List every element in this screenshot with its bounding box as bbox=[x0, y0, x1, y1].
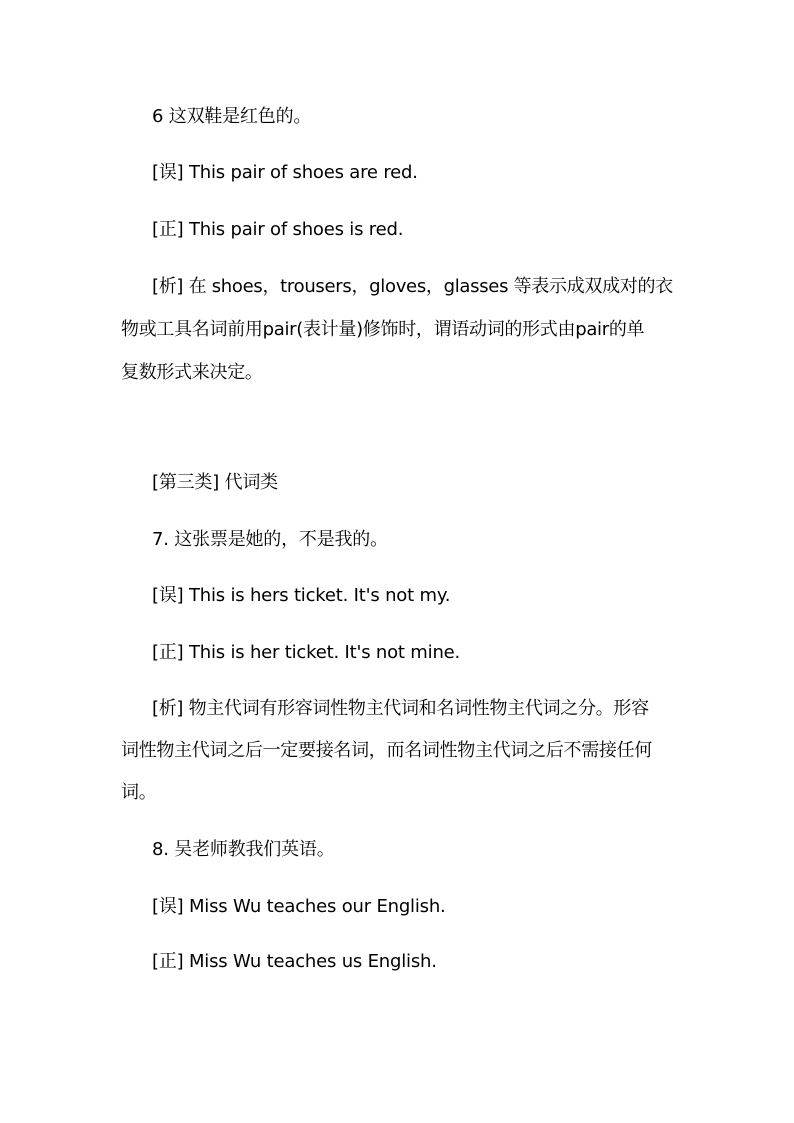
correct-sentence-6: [正] This pair of shoes is red. bbox=[152, 219, 404, 240]
analysis-6-line-3: 复数形式来决定。 bbox=[121, 362, 263, 383]
analysis-6-line-1: [析] 在 shoes，trousers，gloves，glasses 等表示成双成对的衣 bbox=[152, 276, 673, 297]
analysis-7-line-2: 词性物主代词之后一定要接名词，而名词性物主代词之后不需接任何 bbox=[121, 740, 652, 761]
section-heading: [第三类] 代词类 bbox=[152, 472, 278, 493]
question-8: 8. 吴老师教我们英语。 bbox=[152, 839, 335, 860]
wrong-sentence-7: [误] This is hers ticket. It's not my. bbox=[152, 585, 451, 606]
question-7: 7. 这张票是她的，不是我的。 bbox=[152, 529, 388, 550]
correct-sentence-7: [正] This is her ticket. It's not mine. bbox=[152, 642, 461, 663]
analysis-7-line-1: [析] 物主代词有形容词性物主代词和名词性物主代词之分。形容 bbox=[152, 698, 649, 719]
analysis-6-line-2: 物或工具名词前用pair(表计量)修饰时，谓语动词的形式由pair的单 bbox=[121, 319, 645, 340]
question-6: 6 这双鞋是红色的。 bbox=[152, 106, 312, 127]
analysis-7-line-3: 词。 bbox=[121, 782, 157, 803]
correct-sentence-8: [正] Miss Wu teaches us English. bbox=[152, 951, 437, 972]
wrong-sentence-8: [误] Miss Wu teaches our English. bbox=[152, 896, 446, 917]
wrong-sentence-6: [误] This pair of shoes are red. bbox=[152, 162, 418, 183]
